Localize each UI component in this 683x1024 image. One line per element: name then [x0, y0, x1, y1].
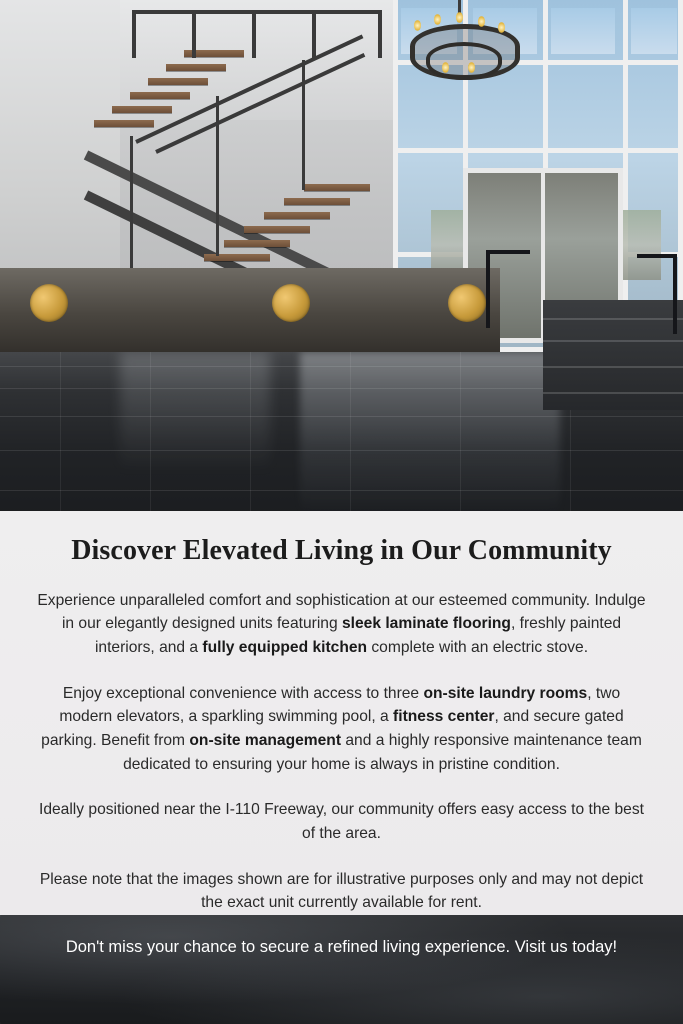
- chandelier-icon: [400, 0, 520, 100]
- marble-wainscot: [0, 268, 500, 352]
- lobby-hero-image: [0, 0, 683, 511]
- entry-railing: [637, 254, 677, 258]
- call-to-action-text: Don't miss your chance to secure a refined living experience. Visit us today!: [65, 938, 618, 957]
- entry-railing: [486, 250, 530, 254]
- lion-medallion-icon: [30, 284, 68, 322]
- lion-medallion-icon: [272, 284, 310, 322]
- description-panel: [0, 511, 683, 916]
- description-paragraph-3: Ideally positioned near the I-110 Freeway, our community offers easy access to the best of the area.: [38, 801, 644, 843]
- description-paragraph-1: Experience unparalleled comfort and sophistication at our esteemed community. Indulge in our elegantly designed units featuring sleek laminate flooring, freshly painted interiors, and a fully equipped kitchen complete with an electric stove.: [37, 591, 646, 656]
- disclaimer-paragraph: Please note that the images shown are for illustrative purposes only and may not depict the exact unit currently available for rent.: [39, 870, 644, 912]
- lion-medallion-icon: [448, 284, 486, 322]
- entry-steps: [543, 300, 683, 410]
- call-to-action-bar: [0, 915, 683, 1024]
- entry-railing: [486, 250, 490, 328]
- entry-railing: [673, 254, 677, 334]
- marble-texture: [0, 915, 683, 1024]
- page-title: Discover Elevated Living in Our Community: [71, 534, 612, 566]
- description-paragraph-2: Enjoy exceptional convenience with access to three on-site laundry rooms, two modern elevators, a sparkling swimming pool, a fitness center, and secure gated parking. Benefit from on-site management and a highly responsive maintenance team dedicated to ensuring your home is always in pristine condition.: [41, 684, 642, 773]
